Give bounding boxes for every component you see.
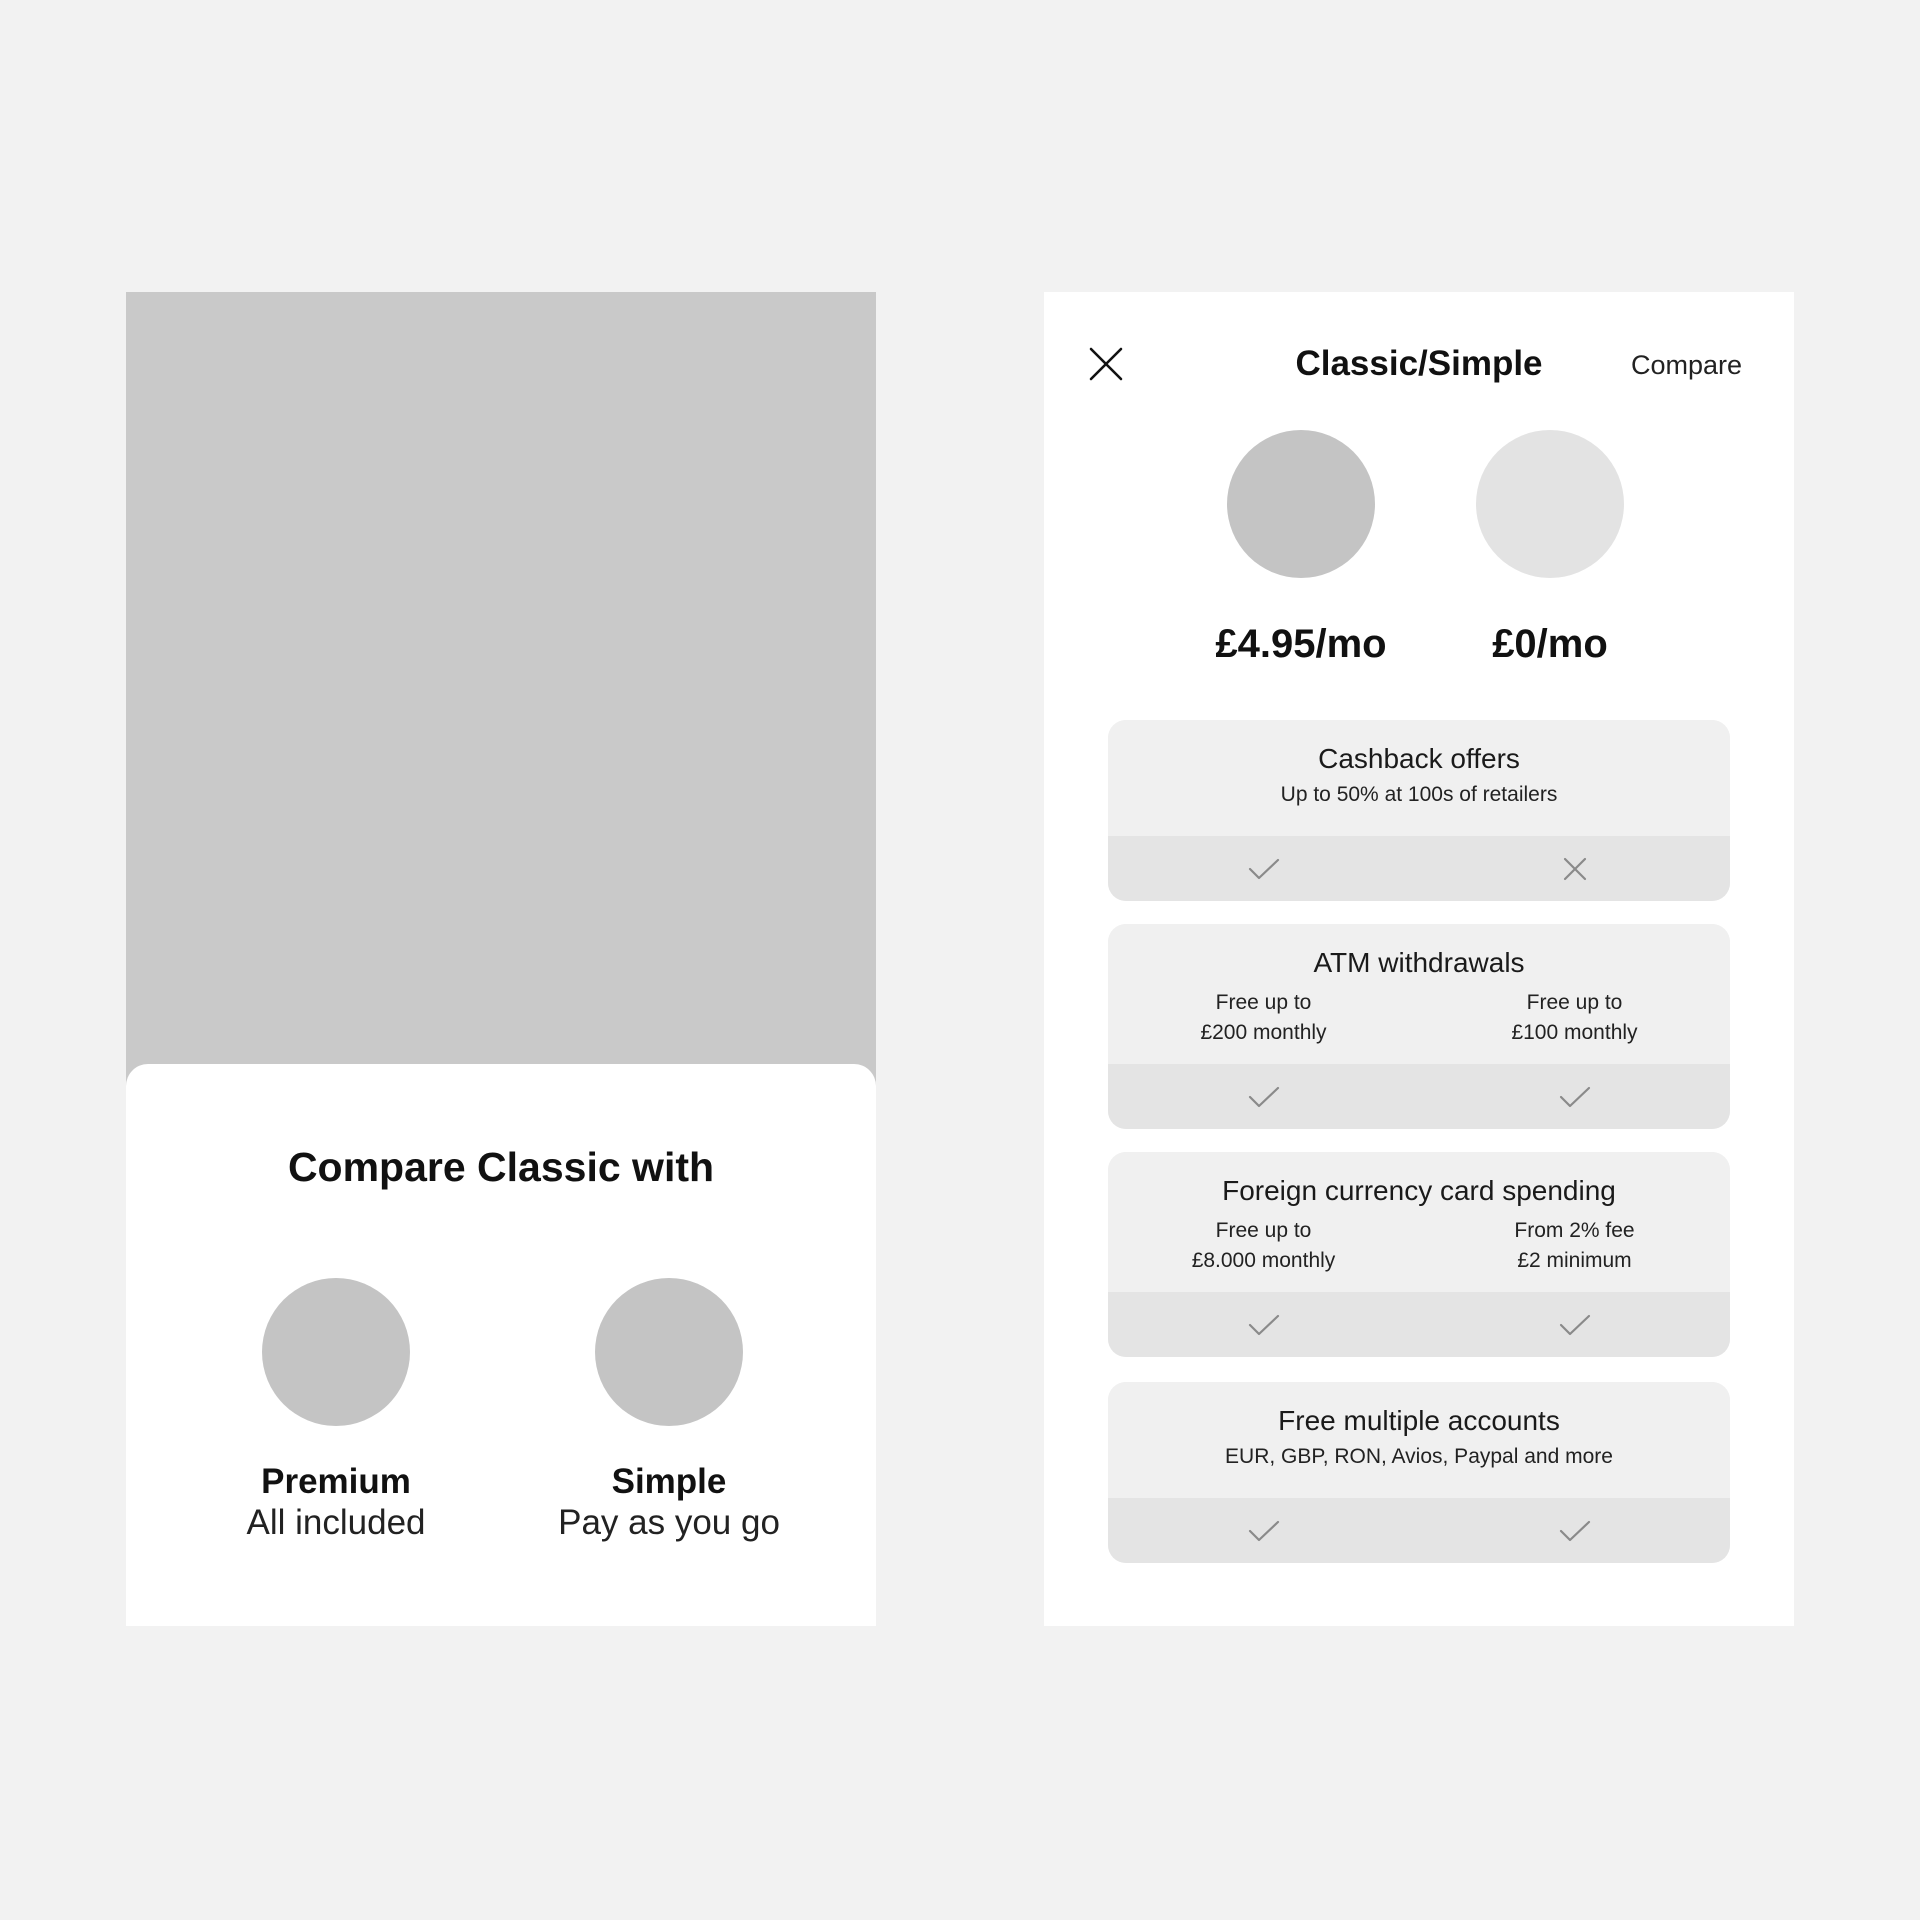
mark-simple [1419, 1519, 1730, 1543]
mark-simple [1419, 1313, 1730, 1337]
feature-marks [1108, 1064, 1730, 1129]
sheet-title: Compare Classic with [287, 1144, 715, 1190]
cross-icon [1562, 856, 1588, 882]
feature-card-foreign-currency [1108, 1152, 1730, 1357]
feature-detail-columns [1108, 1216, 1730, 1276]
page-title: Classic/Simple [1295, 344, 1543, 383]
feature-subtitle: EUR, GBP, RON, Avios, Paypal and more [1225, 1445, 1613, 1468]
detail-line: Free up to [1215, 991, 1312, 1014]
plan-name: Simple [611, 1462, 727, 1501]
check-icon [1559, 1085, 1591, 1109]
feature-title: Foreign currency card spending [1222, 1175, 1616, 1206]
plan-picker-screen [126, 292, 876, 1626]
detail-line: Free up to [1215, 1219, 1312, 1242]
price-column-classic [1176, 430, 1426, 667]
plan-option-premium[interactable] [186, 1278, 486, 1544]
mark-classic [1108, 1085, 1419, 1109]
feature-header [1108, 1152, 1730, 1292]
compare-bottom-sheet [126, 1064, 876, 1626]
feature-title: Free multiple accounts [1278, 1405, 1560, 1436]
feature-card-atm [1108, 924, 1730, 1129]
check-icon [1559, 1313, 1591, 1337]
detail-line: £8.000 monthly [1191, 1249, 1336, 1272]
detail-line: £200 monthly [1200, 1021, 1327, 1044]
plan-avatar [1227, 430, 1375, 578]
feature-subtitle: Up to 50% at 100s of retailers [1280, 783, 1558, 806]
compare-button[interactable]: Compare [1630, 350, 1742, 380]
plan-option-simple[interactable] [519, 1278, 819, 1544]
feature-detail-classic [1108, 988, 1419, 1048]
mark-classic [1108, 1519, 1419, 1543]
plan-price: £4.95/mo [1215, 622, 1387, 666]
feature-marks [1108, 1498, 1730, 1563]
mark-classic [1108, 1313, 1419, 1337]
detail-line: £2 minimum [1517, 1249, 1632, 1272]
feature-header [1108, 1382, 1730, 1498]
plan-description: Pay as you go [558, 1503, 780, 1542]
feature-header [1108, 924, 1730, 1064]
feature-card-multiple-accounts [1108, 1382, 1730, 1563]
feature-detail-simple [1419, 988, 1730, 1048]
feature-card-cashback [1108, 720, 1730, 901]
feature-header [1108, 720, 1730, 836]
price-column-simple [1425, 430, 1675, 667]
check-icon [1248, 857, 1280, 881]
hero-image-placeholder [126, 292, 876, 1092]
feature-title: ATM withdrawals [1313, 947, 1525, 978]
detail-line: Free up to [1526, 991, 1623, 1014]
detail-line: £100 monthly [1511, 1021, 1638, 1044]
feature-marks [1108, 1292, 1730, 1357]
mark-simple [1419, 856, 1730, 882]
feature-title: Cashback offers [1318, 743, 1520, 774]
feature-detail-columns [1108, 988, 1730, 1048]
plan-avatar [262, 1278, 410, 1426]
plan-avatar [595, 1278, 743, 1426]
plan-price: £0/mo [1492, 622, 1608, 666]
mark-classic [1108, 857, 1419, 881]
check-icon [1248, 1085, 1280, 1109]
plan-description: All included [246, 1503, 426, 1542]
mark-simple [1419, 1085, 1730, 1109]
plan-avatar [1476, 430, 1624, 578]
feature-marks [1108, 836, 1730, 901]
feature-detail-classic [1108, 1216, 1419, 1276]
check-icon [1248, 1313, 1280, 1337]
check-icon [1559, 1519, 1591, 1543]
feature-detail-simple [1419, 1216, 1730, 1276]
compare-detail-screen [1044, 292, 1794, 1626]
detail-line: From 2% fee [1514, 1219, 1635, 1242]
plan-name: Premium [261, 1462, 411, 1501]
check-icon [1248, 1519, 1280, 1543]
